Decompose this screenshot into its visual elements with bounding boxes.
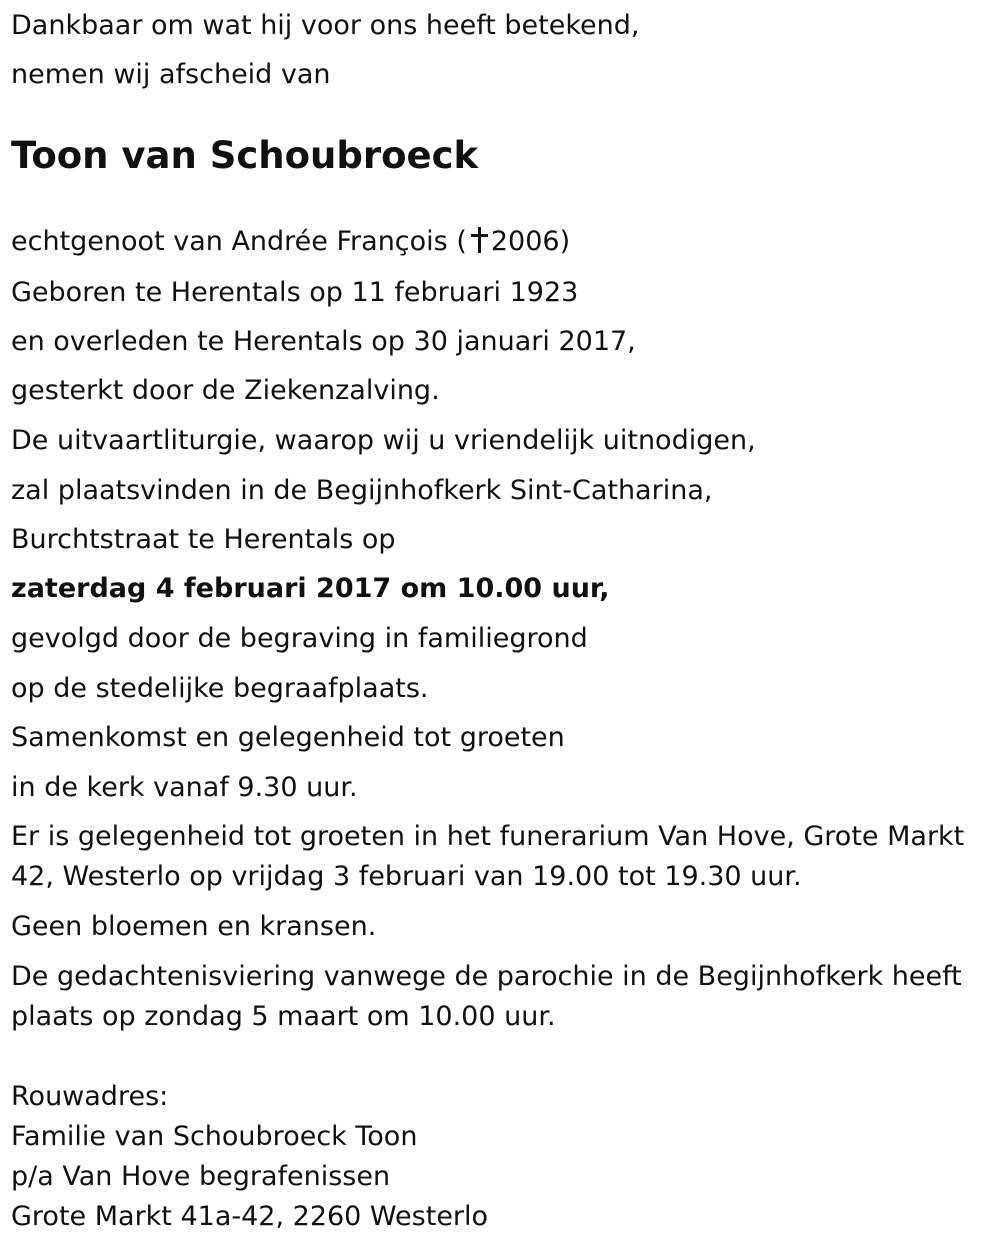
liturgy-line-3: Burchtstraat te Herentals op [11, 524, 396, 555]
address-line-3: Grote Markt 41a-42, 2260 Westerlo [11, 1201, 489, 1232]
sacrament-line: gesterkt door de Ziekenzalving. [11, 375, 440, 406]
spouse-line [11, 222, 570, 262]
intro-line-1: Dankbaar om wat hij voor ons heeft betekend, [11, 10, 640, 41]
died-line: en overleden te Herentals op 30 januari 2017, [11, 326, 636, 357]
greeting-line-1: Samenkomst en gelegenheid tot groeten [11, 722, 565, 753]
cross-icon [470, 227, 488, 253]
spouse-suffix: 2006) [490, 226, 571, 257]
burial-line-1: gevolgd door de begraving in familiegrond [11, 623, 588, 654]
spouse-prefix: echtgenoot van Andrée François ( [11, 226, 467, 257]
intro-line-2: nemen wij afscheid van [11, 59, 331, 90]
born-line: Geboren te Herentals op 11 februari 1923 [11, 277, 579, 308]
greeting-line-2: in de kerk vanaf 9.30 uur. [11, 772, 358, 803]
memorial-paragraph: De gedachtenisviering vanwege de parochie in de Begijnhofkerk heeft plaats op zondag 5 maart om 10.00 uur. [11, 961, 962, 1032]
flowers-line: Geen bloemen en kransen. [11, 911, 377, 942]
address-line-1: Familie van Schoubroeck Toon [11, 1121, 418, 1152]
liturgy-line-2: zal plaatsvinden in de Begijnhofkerk Sint-Catharina, [11, 475, 713, 506]
burial-line-2: op de stedelijke begraafplaats. [11, 673, 429, 704]
funerarium-paragraph: Er is gelegenheid tot groeten in het funerarium Van Hove, Grote Markt 42, Westerlo op vrijdag 3 februari van 19.00 tot 19.30 uur. [11, 821, 965, 892]
address-line-2: p/a Van Hove begrafenissen [11, 1161, 391, 1192]
liturgy-line-1: De uitvaartliturgie, waarop wij u vriendelijk uitnodigen, [11, 425, 756, 456]
ceremony-date: zaterdag 4 februari 2017 om 10.00 uur, [11, 573, 610, 604]
address-label: Rouwadres: [11, 1081, 169, 1112]
deceased-name: Toon van Schoubroeck [11, 134, 479, 177]
